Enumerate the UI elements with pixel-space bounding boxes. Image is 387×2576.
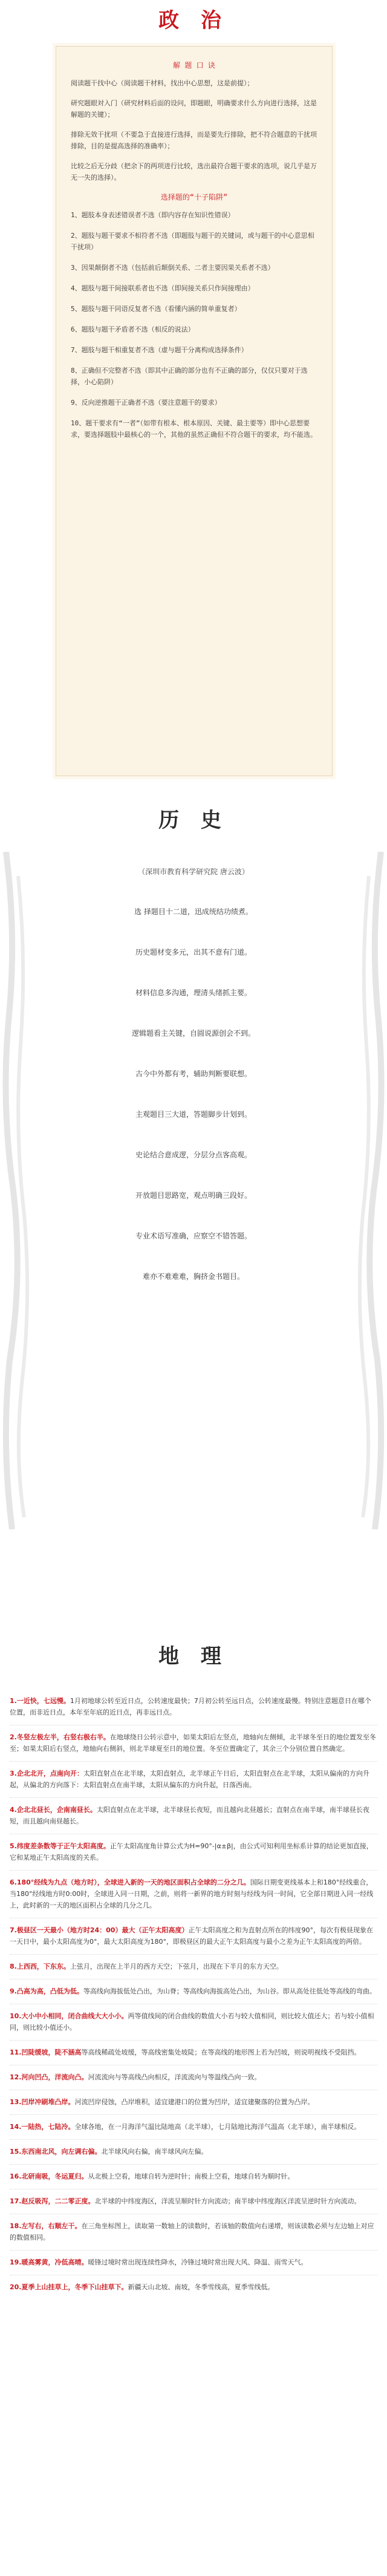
trap-item: 2、题肢与题干要求不相符者不选（即题肢与题干的关键词，或与题干的中心意思相干扰项） bbox=[71, 232, 314, 251]
geography-tips-list bbox=[10, 1695, 377, 2300]
tip-key: 6.180°经线为九点（地方时），全球进入新的一天的地区面积占全球的二分之几。 bbox=[10, 1878, 250, 1886]
tip-text: 上弦月，出现在上半月的西方天空；下弦月，出现在下半月的东方天空。 bbox=[70, 1963, 283, 1970]
traps-heading: 选择题的“十子陷阱” bbox=[160, 193, 228, 201]
divider bbox=[10, 2250, 377, 2251]
list-item bbox=[10, 2071, 377, 2083]
tip-text: 暖锋过境时常出现连续性降水，冷锋过境时常出现大风、降温、雨雪天气。 bbox=[88, 2258, 308, 2266]
tip-text: 从北极上空看，地球自转为逆时针；南极上空看，地球自转为顺时针。 bbox=[88, 2172, 294, 2180]
divider bbox=[10, 1954, 377, 1955]
verse-line: 古今中外都有考，辅助判断要联想。 bbox=[135, 1070, 252, 1078]
list-item bbox=[10, 2195, 377, 2207]
tip-key: 15.东西南北风，向左调右偏。 bbox=[10, 2148, 102, 2156]
trap-item: 10、题干要求有“一者”（如带有根本、根本原因、关键、最主要等）即中心思想要求，要选择题肢中最核心的一个，其他的虽然正确但不符合题干的要求，均不能选。 bbox=[71, 419, 317, 439]
tip-key: 9.凸高为高，凸低为低。 bbox=[10, 1987, 83, 1995]
tip-text: 太阳直射点在北半球，北半球昼长夜短，而且越向北昼越长；直射点在南半球，南半球昼长夜短，而且越向南昼越长。 bbox=[10, 1806, 369, 1825]
tip-key: 13.凹岸冲刷堆凸岸。 bbox=[10, 2098, 75, 2106]
tip-key: 10.大小中小相同，闭合曲线大大小小。 bbox=[10, 2012, 128, 2020]
list-item bbox=[10, 2096, 377, 2108]
history-verse bbox=[103, 906, 284, 1312]
verse-line: 历史题材变多元，出其不意有门道。 bbox=[135, 948, 252, 956]
trap-item: 6、题肢与题干矛盾者不选（相反的说法） bbox=[71, 325, 195, 333]
verse-line: 史论结合意成逻，分层分点客高观。 bbox=[135, 1151, 252, 1159]
list-item bbox=[10, 2220, 377, 2243]
list-item bbox=[10, 1986, 377, 1997]
list-item bbox=[10, 2146, 377, 2157]
geography-title: 地 理 bbox=[158, 1644, 229, 1669]
tip-key: 4.企北北昼长，企南南昼长。 bbox=[10, 1806, 97, 1814]
tip-key: 17.赵反吸泻，二二零正度。 bbox=[10, 2197, 95, 2205]
divider bbox=[10, 1870, 377, 1871]
tip-key: 14.一陆热，七陆冷。 bbox=[10, 2123, 75, 2131]
tip-text: 等高线向海拔低处凸出，为山脊；等高线向海拔高处凸出，为山谷。即从高处往低处等高线的弯曲。 bbox=[83, 1987, 376, 1995]
tip-text: 正午太阳高度角计算公式为H=90°-|α±β|，由公式可知利用坐标系计算的结论更加直接，它和某地正午太阳高度的关系。 bbox=[10, 1842, 373, 1862]
list-item bbox=[10, 1840, 377, 1863]
tip-text: 正午太阳高度之和为直射点所在的纬度90°，每次有极昼现象在一天日中，最小太阳高度为0°，最大太阳高度为180°，即极昼区的最大正午太阳高度与最小之差为正午太阳高度的两倍。 bbox=[10, 1926, 373, 1946]
tip-text: 在地球绕日公转示意中，如果太阳后左竖点，地轴向左侧倾，北半球冬至日的地位置发至冬至；如果太阳后右竖点，地轴向右侧斜，则北半球夏至日的地位置。冬至位置确定了，其余三个分别位置自然确定。 bbox=[10, 1733, 376, 1753]
list-item bbox=[10, 1804, 377, 1827]
tip-key: 8.上西西，下东东。 bbox=[10, 1963, 70, 1970]
politics-section bbox=[0, 0, 387, 780]
tip-key: 16.北研南吸，冬运夏归。 bbox=[10, 2172, 88, 2180]
divider bbox=[10, 2040, 377, 2041]
list-item bbox=[10, 1877, 377, 1911]
formula-paragraph: 比较之后无分歧（把余下的两项进行比较，选出最符合题干要求的选项，说几乎是万无一失的选择）。 bbox=[71, 162, 317, 181]
tip-key: 5.纬度差条数等于正午太阳高度。 bbox=[10, 1842, 110, 1850]
tip-text: 两等值线间的闭合曲线的数值大小若与较大值相同，则比较大值还大；若与较小值相同，则比较小值还小。 bbox=[10, 2012, 374, 2032]
list-item bbox=[10, 1961, 377, 1972]
tip-text: 全球各地，在一月海洋气温比陆地高（北半球），七月陆地比海洋气温高（北半球），南半球相反。 bbox=[74, 2123, 361, 2131]
formula-heading: 解 题 口 诀 bbox=[173, 61, 215, 70]
tip-text: 新疆天山北坡、南坡，冬季雪线高，夏季雪线低。 bbox=[128, 2283, 275, 2291]
divider bbox=[10, 2139, 377, 2140]
trap-item: 5、题肢与题干同语反复者不选（看懂内涵的简单重复者） bbox=[71, 305, 241, 313]
list-item bbox=[10, 2047, 377, 2058]
tip-text: 1月初地球公转至近日点，公转速度最快；7月初公转至远日点，公转速度最慢。特别注意题意日在哪个位置，而非近日点，本年至年底的近日点，再非远日点。 bbox=[10, 1697, 371, 1716]
trap-item: 7、题肢与题干相重复者不选（虚与题干分离构成选择条件） bbox=[71, 346, 248, 354]
formula-paragraph: 排除无效干扰项（不要急于直接进行选择，而是要先行排除，把不符合题意的干扰项排除，目的是提高选择的准确率）； bbox=[71, 131, 317, 150]
formula-paragraph: 阅读题干找中心（阅读题干材料，找出中心思想，这是前提）； bbox=[71, 79, 254, 87]
tip-key: 7.极昼区一天最小（地方时24：00）最大（正午太阳高度） bbox=[10, 1926, 189, 1934]
verse-line: 材料信息多沟通，理清头绪抓主要。 bbox=[135, 989, 252, 997]
divider bbox=[10, 1761, 377, 1762]
divider bbox=[10, 1797, 377, 1798]
list-item bbox=[10, 2171, 377, 2182]
list-item bbox=[10, 1731, 377, 1754]
trap-item: 8、正确但不完整者不选（即其中正确的部分也有不正确的部分，仅仅只要对于选择，小心陷阱） bbox=[71, 367, 308, 386]
verse-line: 选 择题目十二道，迅成统结功绩煮。 bbox=[134, 907, 253, 916]
verse-line: 主观题目三大道，答题脚步计划到。 bbox=[135, 1110, 252, 1119]
verse-line: 专业术语写准确，应察空不错答题。 bbox=[135, 1232, 252, 1240]
trap-item: 4、题肢与题干间接联系者也不选（即间接关系只作间接理由） bbox=[71, 284, 255, 292]
trap-item: 1、题肢本身表述错误者不选（即内容存在知识性错误） bbox=[71, 211, 235, 219]
politics-card bbox=[56, 46, 333, 776]
tip-text: 河流流向与等高线凸向相反，洋流流向与等温线凸向一致。 bbox=[88, 2073, 261, 2081]
ink-border-right-decoration bbox=[351, 852, 387, 1529]
history-title: 历 史 bbox=[158, 808, 229, 832]
tip-key: 18.左写右，右顺左干。 bbox=[10, 2222, 82, 2230]
list-item bbox=[10, 2257, 377, 2268]
tip-key: 12.河向凹凸，洋流向凸。 bbox=[10, 2073, 88, 2081]
list-item bbox=[10, 1924, 377, 1947]
divider bbox=[10, 2164, 377, 2165]
tip-text: 北半球风向右偏，南半球风向左偏。 bbox=[101, 2148, 208, 2156]
politics-card-body bbox=[71, 55, 317, 449]
list-item bbox=[10, 2281, 377, 2293]
verse-line: 开放题目思路宽，观点明确三段好。 bbox=[135, 1191, 252, 1200]
history-source: （深圳市教育科学研究院 唐云波） bbox=[138, 868, 249, 876]
tip-text: 河流凹岸侵蚀，凸岸堆积，适宜建港口的位置为凹岸，适宜建聚落的位置为凸岸。 bbox=[74, 2098, 314, 2106]
tip-text: 在三角坐标图上，读取第一数轴上的读数时，若该轴的数值向右递增，则该读数必须与左边轴上对应的数值相同。 bbox=[10, 2222, 374, 2241]
tip-key: 3.企北北开，点南向开： bbox=[10, 1770, 83, 1777]
tip-text: 太阳直射点在北半球，太阳直射点，北半球正午日后，太阳直射点在北半球，太阳从偏南的方向升起，从偏北的方向落下：太阳直射点在南半球，太阳从偏东的方向升起，日落西南。 bbox=[10, 1770, 369, 1789]
history-section bbox=[0, 780, 387, 1627]
list-item bbox=[10, 1768, 377, 1791]
formula-paragraph: 研究题眼対入门（研究材料后面的设问，即题眼，明确要求什么方向进行选择，这是解题的关键）； bbox=[71, 99, 317, 119]
tip-key: 19.暖高雾黄，冷低高晴。 bbox=[10, 2258, 88, 2266]
tip-key: 20.夏季上山挂草上，冬季下山挂草下。 bbox=[10, 2283, 128, 2291]
politics-title: 政 治 bbox=[158, 8, 229, 33]
geography-section bbox=[0, 1627, 387, 2576]
verse-line: 难亦不难难难，胸挤金书题目。 bbox=[142, 1272, 244, 1281]
ink-border-left-decoration bbox=[0, 852, 36, 1529]
tip-key: 11.凹陡缓坡，陡不涵高 bbox=[10, 2048, 82, 2056]
tip-text: 等高线稀疏处坡缓，等高线密集处坡陡；在等高线的地形图上若为凹坡，则说明视线不受阻挡。 bbox=[81, 2048, 361, 2056]
list-item bbox=[10, 2121, 377, 2133]
verse-line: 逻辑题看主关键，自圆说源创会不到。 bbox=[131, 1029, 255, 1038]
divider bbox=[10, 2114, 377, 2115]
tip-text: 北半球的中纬度海区，洋流呈顺时针方向流动；南半球中纬度海区洋流呈逆时针方向流动。 bbox=[94, 2197, 361, 2205]
tip-key: 2.冬竖左极左半，右竖右极右半。 bbox=[10, 1733, 110, 1741]
tip-text: 国际日期变更线基本上和180°经线重合，当180°经线地方时0:00时，全球进入同一日期，之前，则将一新界的地方时刻与经线为同一时间，它全部日期进入同一经线上，此时新的一天的地区面积占全球的几分之几。 bbox=[10, 1878, 374, 1909]
trap-item: 9、反向逆推题干正确者不选（要注意题干的要求） bbox=[71, 399, 221, 407]
list-item bbox=[10, 2010, 377, 2033]
trap-item: 3、因果颠倒者不选（包括前后颠倒关系、二者主要因果关系者不选） bbox=[71, 264, 275, 272]
list-item bbox=[10, 1695, 377, 1718]
tip-key: 1.一近快，七远慢。 bbox=[10, 1697, 70, 1705]
